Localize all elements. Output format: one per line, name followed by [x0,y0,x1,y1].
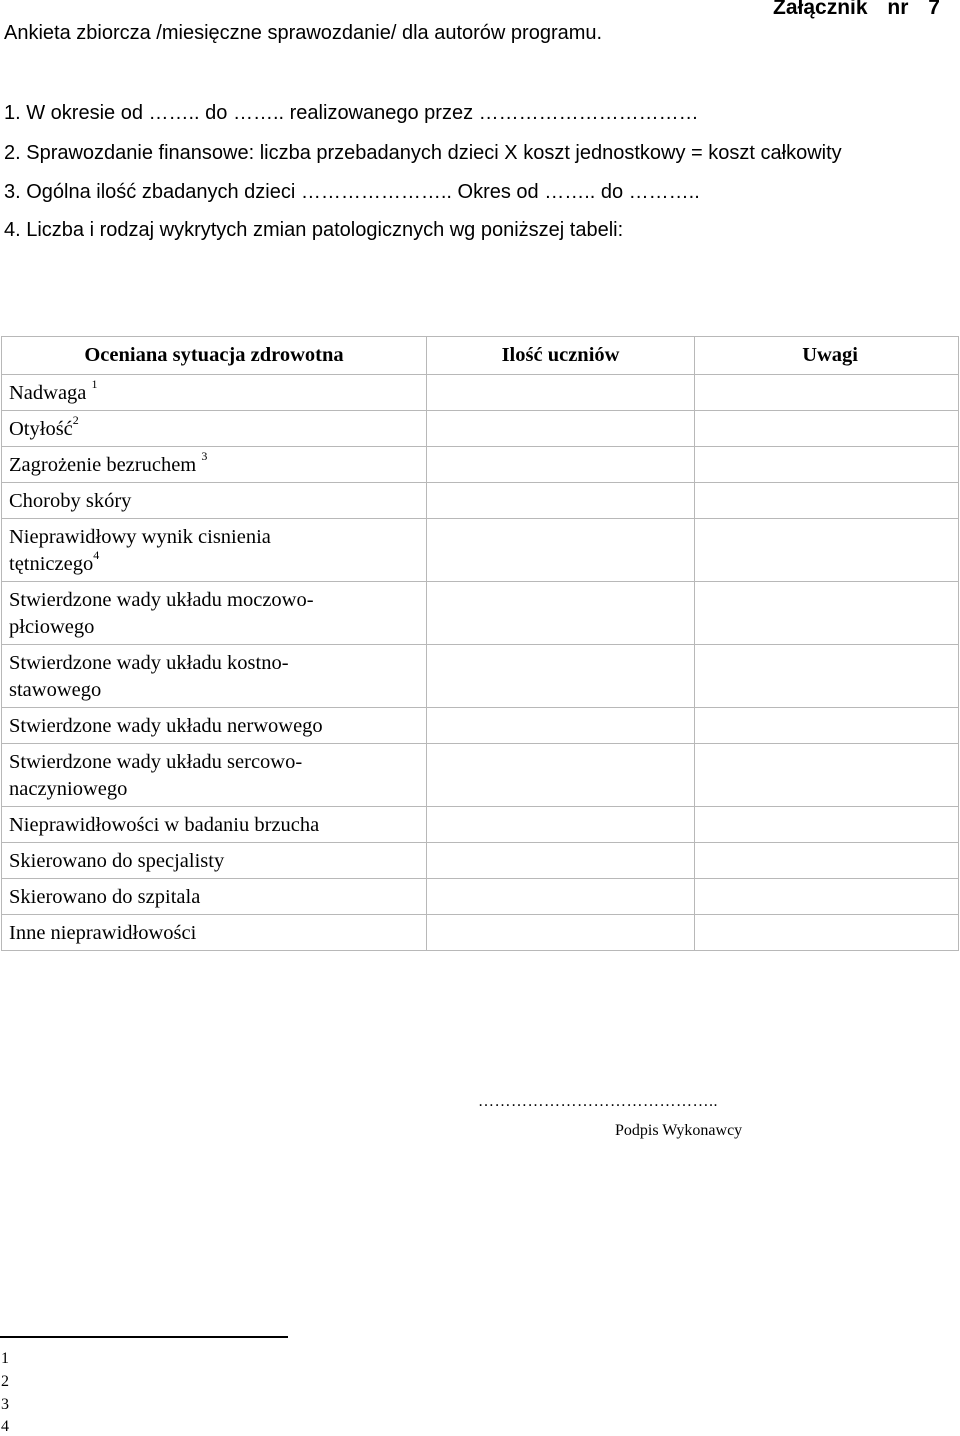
line-table-intro: 4. Liczba i rodzaj wykrytych zmian patologicznych wg poniższej tabeli: [4,219,624,241]
header-remarks: Uwagi [695,337,959,375]
row-label-cell [2,843,427,879]
remarks-input[interactable] [695,744,959,807]
footnote-3: 3 [1,1396,9,1413]
row-label-cell [2,447,427,483]
table-row [2,582,959,645]
footnote-ref: 2 [72,413,79,428]
remarks-input[interactable] [695,915,959,951]
remarks-input[interactable] [695,807,959,843]
row-label: Nieprawidłowości w badaniu brzucha [9,814,320,836]
row-label-cell [2,483,427,519]
table-row [2,744,959,807]
row-label: Stwierdzone wady układu kostno-stawowego [9,652,289,701]
remarks-input[interactable] [695,483,959,519]
remarks-input[interactable] [695,645,959,708]
row-label-cell [2,645,427,708]
table-row [2,447,959,483]
table-row [2,843,959,879]
header-health-situation: Oceniana sytuacja zdrowotna [2,337,427,375]
footnote-ref: 4 [93,548,100,563]
row-label: Inne nieprawidłowości [9,922,197,944]
row-label-cell [2,708,427,744]
student-count-input[interactable] [427,915,695,951]
remarks-input[interactable] [695,843,959,879]
remarks-input[interactable] [695,411,959,447]
student-count-input[interactable] [427,375,695,411]
footnote-1: 1 [1,1350,9,1367]
table-row [2,645,959,708]
row-label: Skierowano do szpitala [9,886,201,908]
table-row [2,879,959,915]
row-label: Nieprawidłowy wynik cisnienia tętniczego [9,526,271,575]
student-count-input[interactable] [427,411,695,447]
row-label: Stwierdzone wady układu sercowo-naczyniowego [9,751,303,800]
row-label-cell [2,744,427,807]
attachment-number: Załącznik nr 7 [773,0,940,19]
student-count-input[interactable] [427,483,695,519]
table-row [2,411,959,447]
row-label: Nadwaga [9,382,87,404]
remarks-input[interactable] [695,879,959,915]
student-count-input[interactable] [427,708,695,744]
row-label-cell [2,411,427,447]
student-count-input[interactable] [427,879,695,915]
footnote-divider [0,1336,288,1338]
row-label: Stwierdzone wady układu nerwowego [9,715,323,737]
student-count-input[interactable] [427,744,695,807]
row-label-cell [2,519,427,582]
table-row [2,519,959,582]
signature-line: …………………………………….. [478,1093,718,1110]
row-label: Otyłość [9,418,73,440]
table-row [2,708,959,744]
form-title: Ankieta zbiorcza /miesięczne sprawozdanie/ dla autorów programu. [4,22,603,44]
remarks-input[interactable] [695,582,959,645]
table-row [2,807,959,843]
row-label: Choroby skóry [9,490,132,512]
header-student-count: Ilość uczniów [427,337,695,375]
line-period: 1. W okresie od …….. do …….. realizowanego przez …………………………… [4,102,699,124]
row-label: Skierowano do specjalisty [9,850,225,872]
health-table [1,336,959,951]
table-row [2,483,959,519]
student-count-input[interactable] [427,582,695,645]
student-count-input[interactable] [427,447,695,483]
row-label-cell [2,879,427,915]
footnote-4: 4 [1,1418,9,1435]
row-label-cell [2,375,427,411]
footnote-ref: 1 [91,377,98,392]
student-count-input[interactable] [427,519,695,582]
student-count-input[interactable] [427,645,695,708]
row-label-cell [2,915,427,951]
line-children-count: 3. Ogólna ilość zbadanych dzieci ………………….. Okres od …….. do ……….. [4,181,700,203]
table-row [2,915,959,951]
footnote-ref: 3 [201,449,208,464]
remarks-input[interactable] [695,447,959,483]
row-label-cell [2,582,427,645]
student-count-input[interactable] [427,843,695,879]
student-count-input[interactable] [427,807,695,843]
signature-label: Podpis Wykonawcy [615,1122,743,1139]
remarks-input[interactable] [695,708,959,744]
footnote-2: 2 [1,1373,9,1390]
table-row [2,375,959,411]
remarks-input[interactable] [695,519,959,582]
row-label-cell [2,807,427,843]
remarks-input[interactable] [695,375,959,411]
table-header-row [2,337,959,375]
row-label: Stwierdzone wady układu moczowo-płciowego [9,589,314,638]
row-label: Zagrożenie bezruchem [9,454,197,476]
line-financial-report: 2. Sprawozdanie finansowe: liczba przebadanych dzieci X koszt jednostkowy = koszt całkowity [4,142,842,164]
